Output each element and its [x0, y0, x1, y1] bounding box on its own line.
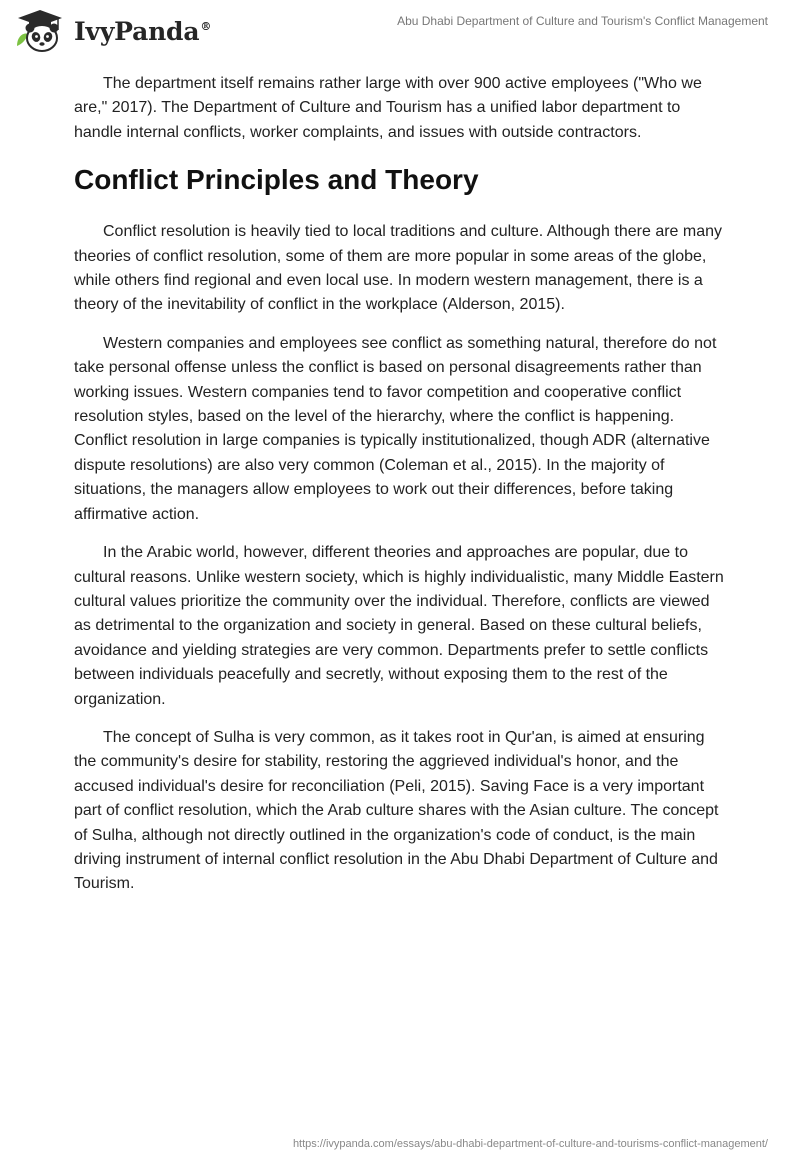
registered-mark: ®: [200, 20, 212, 34]
source-url[interactable]: https://ivypanda.com/essays/abu-dhabi-department-of-culture-and-tourisms-conflict-management/: [292, 1138, 768, 1150]
section-heading: Conflict Principles and Theory: [74, 164, 479, 196]
essay-content: [74, 72, 726, 911]
ivypanda-logo[interactable]: [14, 8, 211, 54]
body-paragraph: The concept of Sulha is very common, as it takes root in Qur'an, is aimed at ensuring the community's desire for stability, restoring the aggrieved individual's honor, and the accused individual's desire for reconciliation (Peli, 2015). Saving Face is a very important part of conflict resolution, which the Arab culture shares with the Asian culture. The concept of Sulha, although not directly outlined in the organization's code of conduct, is the main driving instrument of internal conflict resolution in the Abu Dhabi Department of Culture and Tourism.: [74, 728, 719, 893]
page-header: [0, 0, 800, 64]
body-paragraph: In the Arabic world, however, different theories and approaches are popular, due to cultural reasons. Unlike western society, which is highly individualistic, many Middle Eastern cultural values prioritize the community over the individual. Therefore, conflicts are viewed as detrimental to the organization and society in general. Based on these cultural beliefs, avoidance and yielding strategies are very common. Departments prefer to settle conflicts between individuals peacefully and secretly, without exposing them to the rest of the organization.: [74, 544, 724, 708]
logo-wordmark: IvyPanda®: [74, 16, 212, 46]
intro-paragraph: The department itself remains rather large with over 900 active employees ("Who we are," 2017). The Department of Culture and Tourism has a unified labor department to handle internal conflicts, worker complaints, and issues with outside contractors.: [74, 75, 702, 141]
body-paragraph: Western companies and employees see conflict as something natural, therefore do not take personal offense unless the conflict is based on personal disagreements rather than working issues. Western companies tend to favor competition and cooperative conflict resolution styles, based on the level of the hierarchy, where the conflict is happening. Conflict resolution in large companies is typically institutionalized, though ADR (alternative dispute resolutions) are also very common (Coleman et al., 2015). In the majority of situations, the managers allow employees to work out their differences, before taking affirmative action.: [74, 334, 717, 523]
document-title: Abu Dhabi Department of Culture and Tourism's Conflict Management: [397, 14, 768, 28]
panda-graduate-icon: [14, 8, 66, 54]
body-paragraph: Conflict resolution is heavily tied to local traditions and culture. Although there are many theories of conflict resolution, some of them are more popular in some areas of the globe, while others find regional and even local use. In modern western management, there is a theory of the inevitability of conflict in the workplace (Alderson, 2015).: [74, 223, 723, 314]
